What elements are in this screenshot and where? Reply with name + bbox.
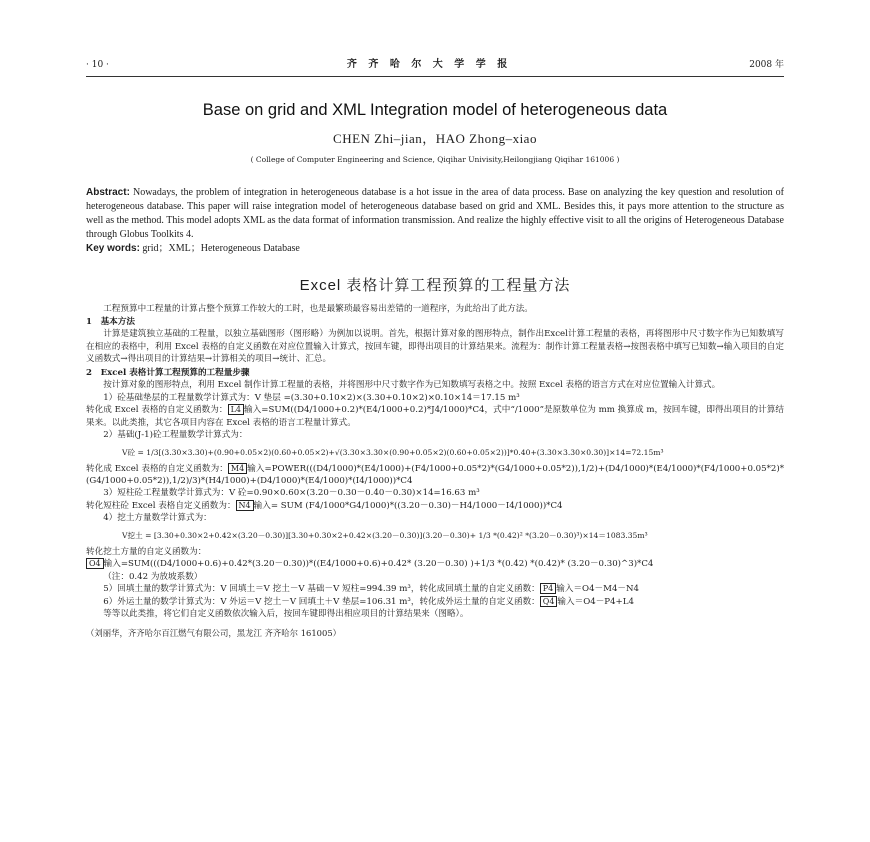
step-1-convert-label: 转化成 Excel 表格的自定义函数为： bbox=[86, 405, 228, 416]
step-5-formula: 输入＝O4－M4－N4 bbox=[556, 584, 639, 595]
abstract-text: Nowadays, the problem of integration in heterogeneous database is a hot issue in the area of data process. Base on analyzing the key question and resolution of heterogeneous database. This paper will raise integration model of heterogeneous database based on grid and XML. Besides this, it pays more attention to the structure as well as the method. This model adopts XML as the data format of information transmission. And realize the highly effective visit to all the origins of Heterogeneous Database through Globus Toolkits 4. bbox=[86, 187, 784, 240]
step-4-convert bbox=[86, 558, 784, 570]
step-2-formula: V砼 = 1/3[(3.30×3.30)+(0.90+0.05×2)(0.60+0.05×2)+√(3.30×3.30×(0.90+0.05×2)(0.60+0.05×2))]*0.40+(3.30×3.30×0.30)]×14=72.15m³ bbox=[122, 447, 664, 457]
step-3-convert-formula: 输入= SUM (F4/1000*G4/1000)*((3.20－0.30)－H4/1000－I4/1000))*C4 bbox=[253, 500, 563, 511]
abstract-label: Abstract: bbox=[86, 187, 130, 199]
author-signature: （刘丽华，齐齐哈尔百江燃气有限公司，黑龙江 齐齐哈尔 161005） bbox=[86, 627, 342, 638]
step-1: 1）砼基础垫层的工程量数学计算式为：V 垫层 =(3.30+0.10×2)×(3.30+0.10×2)×0.10×14＝17.15 m³ bbox=[103, 392, 520, 403]
cell-ref-p4: P4 bbox=[540, 583, 556, 594]
cell-ref-l4: L4 bbox=[228, 404, 244, 415]
step-3-convert bbox=[86, 500, 784, 512]
closing-paragraph: 等等以此类推，将它们自定义函数依次输入后，按回车键即得出相应项目的计算结果来（图略）。 bbox=[103, 609, 469, 620]
step-2: 2）基础(J-1)砼工程量数学计算式为： bbox=[103, 430, 248, 441]
step-5 bbox=[86, 583, 784, 595]
running-head bbox=[86, 58, 784, 77]
article-body bbox=[86, 303, 784, 639]
keywords-label: Key words: bbox=[86, 243, 140, 255]
cell-ref-q4: Q4 bbox=[540, 596, 558, 607]
step-2-convert bbox=[86, 463, 784, 488]
cell-ref-o4: O4 bbox=[86, 558, 104, 569]
step-4-convert-formula: 输入=SUM(((D4/1000+0.6)+0.42*(3.20－0.30))*((E4/1000+0.6)+0.42* (3.20－0.30) )+1/3 *(0.42) *(0.42)* (3.20－0.30)^3)*C4 bbox=[103, 559, 654, 570]
english-title: Base on grid and XML Integration model of heterogeneous data bbox=[202, 100, 668, 119]
step-3-convert-label: 转化短柱砼 Excel 表格自定义函数为： bbox=[86, 500, 236, 511]
keywords-text: grid；XML；Heterogeneous Database bbox=[139, 243, 300, 255]
step-4-convert-label: 转化挖土方量的自定义函数为： bbox=[86, 546, 207, 557]
english-authors: CHEN Zhi–jian，HAO Zhong–xiao bbox=[333, 131, 537, 147]
section-2-heading: 2 Excel 表格计算工程预算的工程量步骤 bbox=[86, 367, 250, 378]
step-1-convert bbox=[86, 404, 784, 429]
step-1-convert-formula: 输入=SUM((D4/1000+0.2)*(E4/1000+0.2)*J4/1000)*C4，式中“/1000”是原数单位为 mm 换算成 m，按回车键，即得出项目的计算结果来。以此类推，其它各项目内容在 Excel 表格的语言工程量计算式。 bbox=[86, 405, 785, 428]
step-6-formula: 输入＝O4－P4+L4 bbox=[557, 596, 634, 607]
issue-year: 2008 年 bbox=[749, 60, 784, 71]
keywords bbox=[86, 242, 784, 257]
intro-paragraph: 工程预算中工程量的计算占整个预算工作较大的工时，也是最繁琐最容易出差错的一道程序，为此给出了此方法。 bbox=[103, 303, 533, 314]
step-4-note: （注：0.42 为放坡系数） bbox=[103, 571, 203, 582]
cell-ref-m4: M4 bbox=[228, 463, 247, 474]
section-2-paragraph: 按计算对象的图形特点，利用 Excel 制作计算工程量的表格，并将图形中尺寸数字作为已知数填写表格之中。按照 Excel 表格的语言方式在对应位置输入计算式。 bbox=[103, 380, 721, 391]
section-1-heading: 1 基本方法 bbox=[86, 317, 135, 328]
abstract bbox=[86, 186, 784, 241]
section-1-paragraph: 计算是建筑独立基础的工程量，以独立基础图形（图形略）为例加以说明。首先，根据计算对象的图形特点，制作出Excel计算工程量的表格，再将图形中尺寸数字作为已知数填写在相应的表格中，利用 Excel 表格的自定义函数在对应位置输入计算式，按回车键，即得出项目的计算结果来。流程为：制作计算工程量表格→按图表格中填写已知数→输入项目的自定义函数式→得出项目的计算结果→计算相关的项目→统计、汇总。 bbox=[86, 329, 784, 365]
step-5-text: 5）回填土量的数学计算式为：V 回填土＝V 挖土－V 基础－V 短柱=994.39 m³，转化成回填土量的自定义函数： bbox=[103, 584, 540, 595]
step-6-text: 6）外运土量的数学计算式为：V 外运＝V 挖土－V 回填土＋V 垫层=106.31 m³，转化成外运土量的自定义函数： bbox=[103, 596, 540, 607]
step-2-convert-formula: 输入=POWER(((D4/1000)*(E4/1000)+(F4/1000+0.05*2)*(G4/1000+0.05*2)),1/2)+(D4/1000)*(E4/1000)*(F4/1000+0.05*2)*(G4/1000+0.05*2)),1/2)/3)*(H4/1000)+(D4/1000)*(E4/1000)*(I4/1000))*C4 bbox=[86, 463, 784, 487]
step-3: 3）短柱砼工程量数学计算式为：V 砼=0.90×0.60×(3.20－0.30－0.40－0.30)×14=16.63 m³ bbox=[103, 488, 480, 499]
step-4-formula: V挖土 = [3.30+0.30×2+0.42×(3.20－0.30)][3.30+0.30×2+0.42×(3.20－0.30)](3.20－0.30)+ 1/3 *(0.42)² *(3.20－0.30)³)×14＝1083.35m³ bbox=[122, 530, 648, 540]
page-number: · 10 · bbox=[86, 60, 109, 71]
step-6 bbox=[86, 596, 784, 608]
cell-ref-n4: N4 bbox=[236, 500, 254, 511]
journal-name: 齐 齐 哈 尔 大 学 学 报 bbox=[346, 59, 512, 70]
step-2-convert-label: 转化成 Excel 表格的自定义函数为： bbox=[86, 463, 228, 474]
article-title: Excel 表格计算工程预算的工程量方法 bbox=[299, 276, 571, 294]
step-4: 4）挖土方量数学计算式为： bbox=[103, 513, 212, 524]
english-affiliation: ( College of Computer Engineering and Science, Qiqihar Univisity,Heilongjiang Qiqihar 161006 ) bbox=[250, 155, 620, 165]
